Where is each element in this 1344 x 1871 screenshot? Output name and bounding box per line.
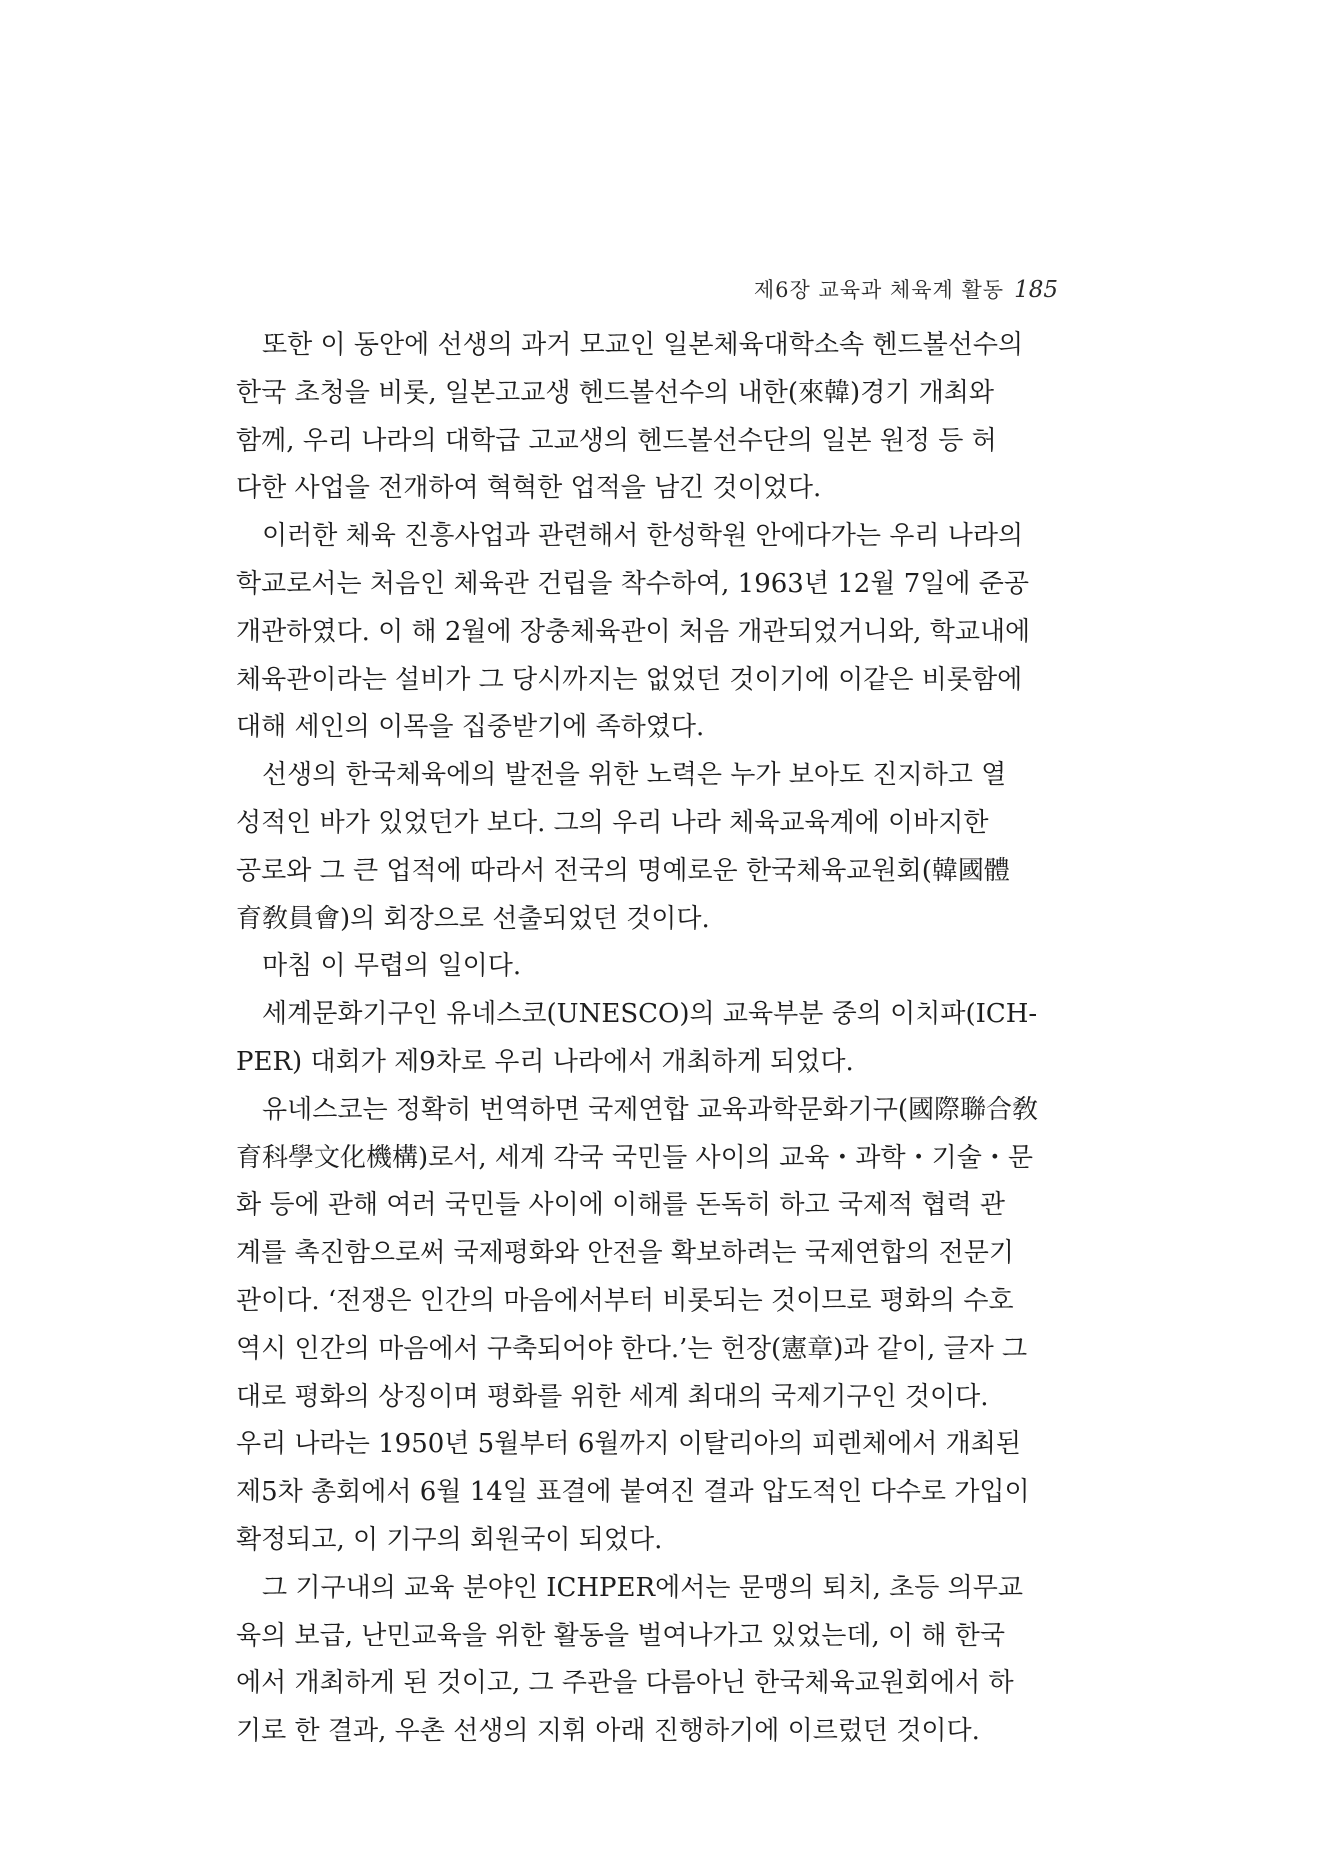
text-line: 다한 사업을 전개하여 혁혁한 업적을 남긴 것이었다. (236, 473, 822, 504)
text-line: 역시 인간의 마음에서 구축되어야 한다.’는 헌장(憲章)과 같이, 글자 그 (236, 1333, 1028, 1364)
text-line: 기로 한 결과, 우촌 선생의 지휘 아래 진행하기에 이르렀던 것이다. (236, 1716, 980, 1747)
text-line: 마침 이 무렵의 일이다. (262, 951, 522, 982)
text-line: 함께, 우리 나라의 대학급 고교생의 헨드볼선수단의 일본 원정 등 허 (236, 425, 997, 456)
text-line: 대로 평화의 상징이며 평화를 위한 세계 최대의 국제기구인 것이다. (236, 1381, 989, 1412)
running-header (236, 270, 1058, 310)
text-line: 체육관이라는 설비가 그 당시까지는 없었던 것이기에 이같은 비롯함에 (236, 664, 1023, 695)
book-page (236, 270, 1058, 1756)
text-line: 이러한 체육 진흥사업과 관련해서 한성학원 안에다가는 우리 나라의 (262, 521, 1024, 552)
paragraph (236, 943, 1058, 991)
text-line: 성적인 바가 있었던가 보다. 그의 우리 나라 체육교육계에 이바지한 (236, 807, 989, 838)
text-line: 육의 보급, 난민교육을 위한 활동을 벌여나가고 있었는데, 이 해 한국 (236, 1620, 1006, 1651)
paragraph (236, 1087, 1058, 1565)
text-line: 확정되고, 이 기구의 회원국이 되었다. (236, 1524, 663, 1555)
text-line: 학교로서는 처음인 체육관 건립을 착수하여, 1963년 12월 7일에 준공 (236, 568, 1029, 599)
text-line: 에서 개최하게 된 것이고, 그 주관을 다름아닌 한국체육교원회에서 하 (236, 1668, 1014, 1699)
text-line: 세계문화기구인 유네스코(UNESCO)의 교육부분 중의 이치파(ICH- (262, 999, 1038, 1030)
text-line: 선생의 한국체육에의 발전을 위한 노력은 누가 보아도 진지하고 열 (262, 760, 1007, 791)
paragraph (236, 991, 1058, 1087)
paragraph (236, 752, 1058, 943)
text-line: 유네스코는 정확히 번역하면 국제연합 교육과학문화기구(國際聯合敎 (262, 1094, 1038, 1125)
text-line: 한국 초청을 비롯, 일본고교생 헨드볼선수의 내한(來韓)경기 개최와 (236, 377, 995, 408)
paragraph (236, 322, 1058, 513)
text-line: 育敎員會)의 회장으로 선출되었던 것이다. (236, 903, 710, 934)
text-line: 공로와 그 큰 업적에 따라서 전국의 명예로운 한국체육교원회(韓國體 (236, 855, 1010, 886)
paragraph (236, 1565, 1058, 1756)
text-line: 대해 세인의 이목을 집중받기에 족하였다. (236, 712, 705, 743)
page-number: 185 (1014, 277, 1058, 303)
text-line: 또한 이 동안에 선생의 과거 모교인 일본체육대학소속 헨드볼선수의 (262, 330, 1024, 360)
text-line: 우리 나라는 1950년 5월부터 6월까지 이탈리아의 피렌체에서 개최된 (236, 1429, 1022, 1460)
text-line: 계를 촉진함으로써 국제평화와 안전을 확보하려는 국제연합의 전문기 (236, 1238, 1014, 1269)
text-line: 개관하였다. 이 해 2월에 장충체육관이 처음 개관되었거니와, 학교내에 (236, 616, 1031, 647)
text-line: 제5차 총회에서 6월 14일 표결에 붙여진 결과 압도적인 다수로 가입이 (236, 1477, 1030, 1508)
text-line: 관이다. ‘전쟁은 인간의 마음에서부터 비롯되는 것이므로 평화의 수호 (236, 1285, 1014, 1316)
text-line: 育科學文化機構)로서, 세계 각국 국민들 사이의 교육・과학・기술・문 (236, 1142, 1033, 1173)
paragraph (236, 513, 1058, 752)
text-line: 화 등에 관해 여러 국민들 사이에 이해를 돈독히 하고 국제적 협력 관 (236, 1190, 1006, 1221)
body-text (236, 322, 1058, 1756)
chapter-title: 제6장 교육과 체육계 활동 (753, 278, 1005, 302)
text-line: 그 기구내의 교육 분야인 ICHPER에서는 문맹의 퇴치, 초등 의무교 (262, 1572, 1023, 1603)
text-line: PER) 대회가 제9차로 우리 나라에서 개최하게 되었다. (236, 1046, 854, 1077)
